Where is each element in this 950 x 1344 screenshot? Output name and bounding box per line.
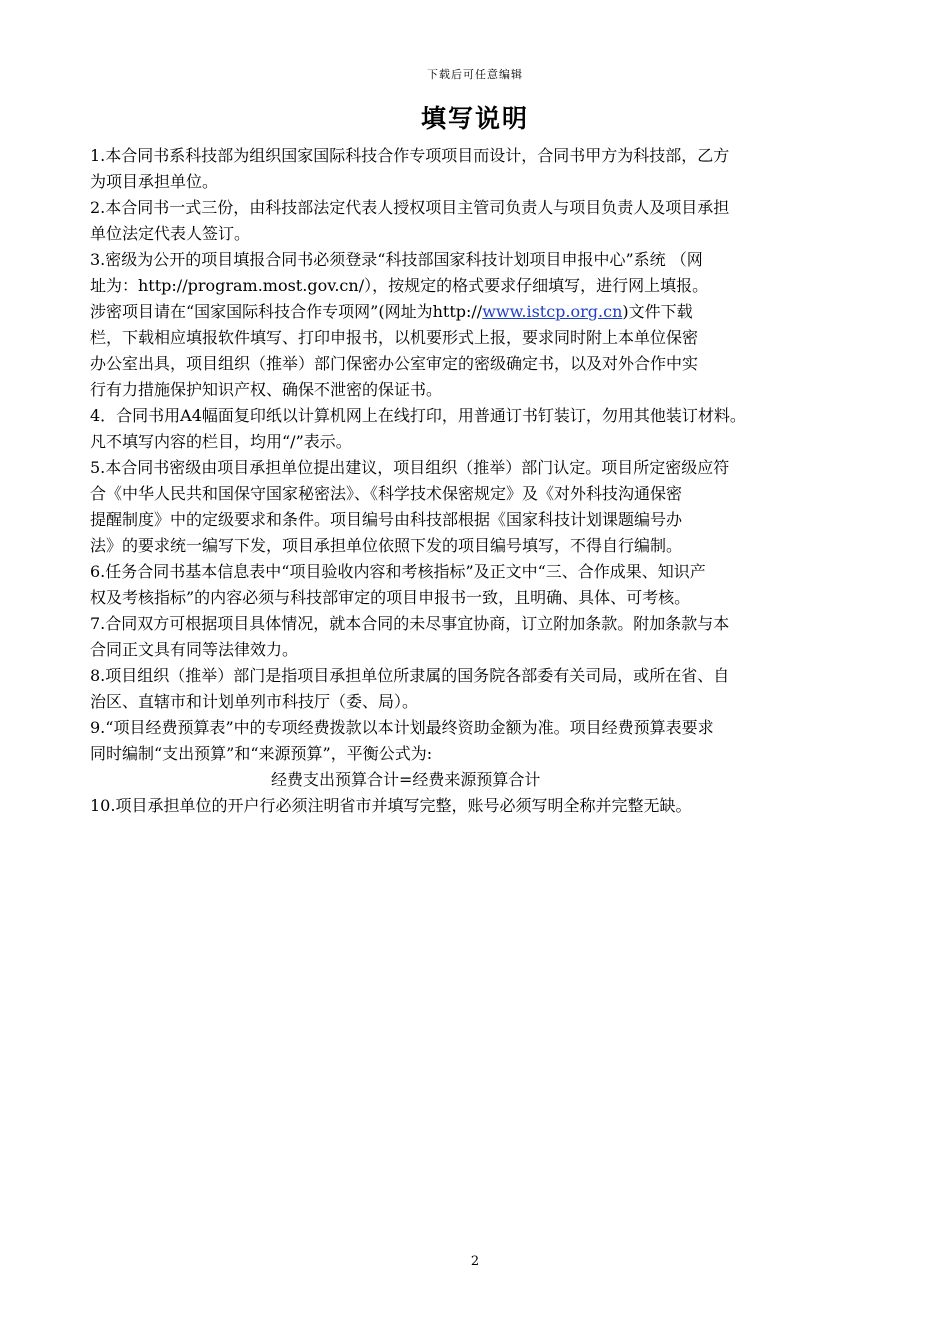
instruction-line: 为项目承担单位。 xyxy=(90,172,219,191)
instruction-line: 9.“项目经费预算表”中的专项经费拨款以本计划最终资助金额为准。项目经费预算表要求 xyxy=(90,718,714,737)
instruction-line: 7.合同双方可根据项目具体情况，就本合同的未尽事宜协商，订立附加条款。附加条款与本 xyxy=(90,614,730,633)
instruction-line: 行有力措施保护知识产权、确保不泄密的保证书。 xyxy=(90,380,443,399)
instruction-line: 治区、直辖市和计划单列市科技厅（委、局）。 xyxy=(90,692,419,711)
instruction-line: 合同正文具有同等法律效力。 xyxy=(90,640,299,659)
instruction-line: 法》的要求统一编写下发，项目承担单位依照下发的项目编号填写，不得自行编制。 xyxy=(90,536,683,555)
instruction-item-7 xyxy=(90,611,870,663)
instruction-line: 5.本合同书密级由项目承担单位提出建议，项目组织（推举）部门认定。项目所定密级应符 xyxy=(90,458,730,477)
instruction-line: 栏，下载相应填报软件填写、打印申报书，以机要形式上报，要求同时附上本单位保密 xyxy=(90,328,699,347)
instruction-item-8 xyxy=(90,663,870,715)
instruction-line-with-link xyxy=(90,299,870,325)
instruction-item-3 xyxy=(90,247,870,403)
instruction-text: )文件下载 xyxy=(622,302,693,321)
instruction-item-1 xyxy=(90,143,870,195)
instruction-item-6 xyxy=(90,559,870,611)
instruction-line: 权及考核指标”的内容必须与科技部审定的项目申报书一致，且明确、具体、可考核。 xyxy=(90,588,691,607)
instructions-list xyxy=(90,143,870,819)
istcp-link[interactable]: www.istcp.org.cn xyxy=(482,302,623,321)
instruction-line: 同时编制“支出预算”和“来源预算”，平衡公式为: xyxy=(90,744,433,763)
page-number: 2 xyxy=(470,1254,480,1269)
instruction-line: 4．合同书用A4幅面复印纸以计算机网上在线打印，用普通订书钉装订，勿用其他装订材料。 xyxy=(90,406,746,425)
instruction-line: 址为：http://program.most.gov.cn/），按规定的格式要求仔细填写，进行网上填报。 xyxy=(90,276,709,295)
page-title: 填写说明 xyxy=(420,104,529,133)
instruction-item-2 xyxy=(90,195,870,247)
instruction-line: 10.项目承担单位的开户行必须注明省市并填写完整，账号必须写明全称并完整无缺。 xyxy=(90,796,692,815)
instruction-item-4 xyxy=(90,403,870,455)
budget-balance-formula: 经费支出预算合计=经费来源预算合计 xyxy=(271,770,541,789)
instruction-line: 6.任务合同书基本信息表中“项目验收内容和考核指标”及正文中“三、合作成果、知识产 xyxy=(90,562,706,581)
instruction-item-9 xyxy=(90,715,870,793)
instruction-item-5 xyxy=(90,455,870,559)
instruction-item-10 xyxy=(90,793,870,819)
instruction-line: 合《中华人民共和国保守国家秘密法》、《科学技术保密规定》及《对外科技沟通保密 xyxy=(90,484,683,503)
instruction-line: 办公室出具，项目组织（推举）部门保密办公室审定的密级确定书，以及对外合作中实 xyxy=(90,354,699,373)
instruction-line: 凡不填写内容的栏目，均用“/”表示。 xyxy=(90,432,352,451)
instruction-line: 2.本合同书一式三份，由科技部法定代表人授权项目主管司负责人与项目负责人及项目承担 xyxy=(90,198,730,217)
instruction-line: 3.密级为公开的项目填报合同书必须登录“科技部国家科技计划项目申报中心”系统 （网 xyxy=(90,250,703,269)
instruction-line: 提醒制度》中的定级要求和条件。项目编号由科技部根据《国家科技计划课题编号办 xyxy=(90,510,683,529)
instruction-line: 8.项目组织（推举）部门是指项目承担单位所隶属的国务院各部委有关司局，或所在省、自 xyxy=(90,666,730,685)
instruction-line: 单位法定代表人签订。 xyxy=(90,224,251,243)
instruction-text: 涉密项目请在“国家国际科技合作专项网”(网址为http:// xyxy=(90,302,483,321)
header-note: 下载后可任意编辑 xyxy=(427,68,523,81)
instruction-line: 1.本合同书系科技部为组织国家国际科技合作专项项目而设计，合同书甲方为科技部，乙方 xyxy=(90,146,730,165)
